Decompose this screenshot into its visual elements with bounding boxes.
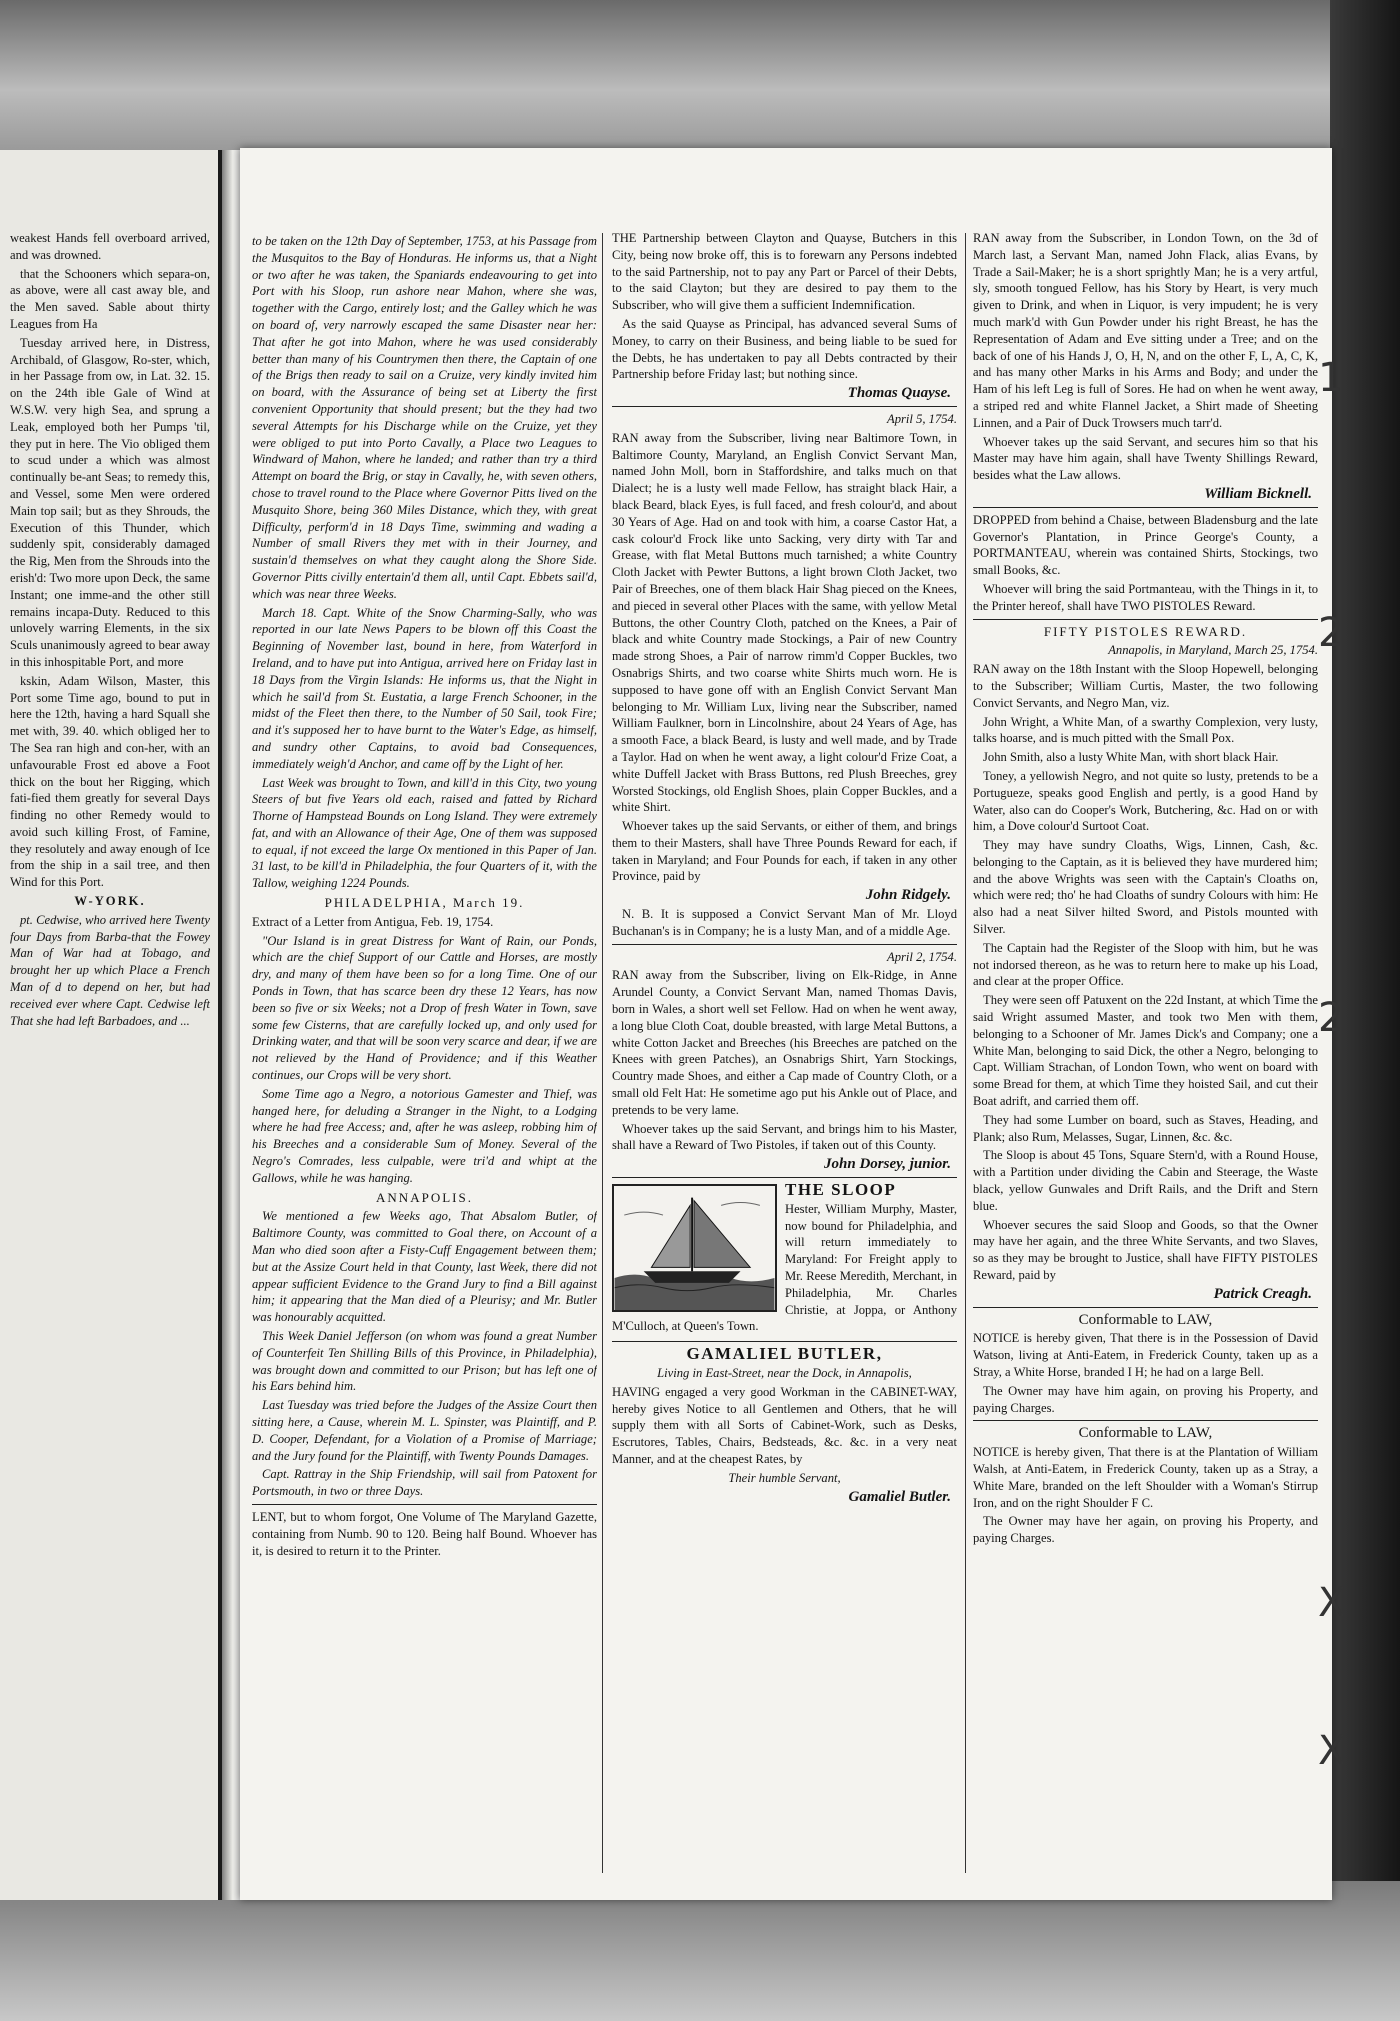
divider xyxy=(973,1307,1318,1308)
annapolis-heading: ANNAPOLIS. xyxy=(376,1189,473,1205)
cloaths-paragraph: They may have sundry Cloaths, Wigs, Linnen, Cash, &c. belonging to the Captain, as it is believed they have murdered him; and the above Wrights was seen with the Captain's Cloaths on, which were red; tho' he had Cloaths of sundry Colours with him: He also had a neat Silver hilted Sword, and Pistols mounted with Silver. xyxy=(973,838,1318,937)
divider xyxy=(973,619,1318,620)
ship-illustration xyxy=(614,1186,775,1310)
ridgely-date: April 5, 1754. xyxy=(887,411,957,426)
register-paragraph: The Captain had the Register of the Sloop with him, but he was not indorsed thereon, as he was to return here to make up his Load, and clear at the proper Office. xyxy=(973,940,1318,989)
column-1 xyxy=(252,233,597,1873)
annapolis-news-4: Capt. Rattray in the Ship Friendship, will sail from Patoxent for Portsmouth, in two or three Days. xyxy=(252,1467,597,1499)
conformable-heading-1: Conformable to LAW, xyxy=(1078,1311,1213,1328)
description-john-wright: John Wright, a White Man, of a swarthy Complexion, very lusty, talks hoarse, and is much pitted with the Small Pox. xyxy=(973,714,1318,746)
column-2 xyxy=(612,230,957,1890)
conformable-heading-2: Conformable to LAW, xyxy=(1078,1425,1213,1442)
butler-signature: Gamaliel Butler. xyxy=(848,1488,951,1505)
pencil-mark-3: 2 xyxy=(1318,995,1344,1041)
pencil-mark-2: 2 xyxy=(1318,610,1344,656)
creagh-signature: Patrick Creagh. xyxy=(1213,1285,1312,1302)
news-paragraph-3: Last Week was brought to Town, and kill'd in this City, two young Steers of but five Years old each, raised and fatted by Richard Thorne of Hampstead Bounds on Long Island. They were extremely fat, and with an Allowance of their Age, One of them was supposed to equal, if not exceed the large Ox mentioned in this Paper of Jan. 31 last, to be kill'd in Philadelphia, the four Quarters of it, with the Tallow, weighing 1224 Pounds. xyxy=(252,775,597,891)
stray-mare-notice: NOTICE is hereby given, That there is at the Plantation of William Walsh, at Anti-Eatem, in Frederick County, taken up as a Stray, a White Mare, branded on the left Shoulder with a Woman's Stirrup Iron, and on the right Shoulder F C. xyxy=(973,1445,1318,1510)
left-line-3: Tuesday arrived here, in Distress, Archibald, of Glasgow, Ro-ster, which, in her Passage from ow, in Lat. 32. 15. on the 24th ible Gale of Wind at W.S.W. very high Sea, and sprung a Leak, employed both her Pumps 'til, they put in here. The Vio obliged them to scud under a which was almost continually be-ant Seas; to remedy this, and Vessel, some Men were ordered Main top sail; but as they Shrouds, the Execution of this Thunder, which suddenly spit, considerably damaged the Rig, Men from the Shrouds into the erish'd: Two more upon Deck, the same Instant; one imme-and the other still remains incapa-Duty. Reduced to this unlovely warring Elements, in the six Sculs unanimously agreed to bear away in this inhospitable Port, and more xyxy=(10,335,210,669)
column-divider-2 xyxy=(965,233,966,1873)
cargo-paragraph: They had some Lumber on board, such as Staves, Heading, and Plank; also Rum, Melasses, Sugar, Linnen, &c. &c. xyxy=(973,1112,1318,1144)
ridgely-runaway-ad: RAN away from the Subscriber, living near Baltimore Town, in Baltimore County, Maryland, an English Convict Servant Man, named John Moll, born in Staffordshire, and talks much on that Dialect; he is a lusty well made Fellow, has straight black Hair, a black Beard, black Eyes, is full faced, and fresh colour'd, and about 30 Years of Age. Had on and took with him, a coarse Castor Hat, a cask colour'd Frock like unto Sacking, very dirty with Tar and Grease, with flat Metal Buttons much tarnished; a white Country Cloth Jacket with Pewter Buttons, a light brown Cloth Jacket, two Pair of Breeches, one of them black Hair Shag pieced on the Knees, and pieced in several other Places with the same, with yellow Metal Buttons, the other Country Cloth, patched on the Knees, a Pair of black and white Country made Stockings, a Pair of new Country made strong Shoes, a Pair of narrow rimm'd Copper Buckles, two Osnabrigs Shirts, and two coarse white Shirts much worn. He is supposed to have gone off with an English Convict Servant Man belonging to Mr. William Lux, living near the Subscriber, named William Faulkner, born in Lincolnshire, about 24 Years of Age, has a smooth Face, a black Beard, is lusty and well made, and by Trade a Taylor. Had on when he went away, a light colour'd Frize Coat, a white Duffell Jacket with Brass Buttons, red Plush Breeches, grey Worsted Stockings, old English Shoes, plain Copper Buckles, and a white Shirt. xyxy=(612,430,957,815)
patuxent-paragraph: They were seen off Patuxent on the 22d Instant, at which Time the said Wright assumed Master, and took two Men with them, belonging to a Schooner of Mr. James Dick's and Company; one a White Man, belonging to said Dick, the other a Negro, belonging to Capt. William Strachan, of London Town, who went on board with some Bread for them, at which Time they hoisted Sail, and cut their Boat adrift, and carried them off. xyxy=(973,993,1318,1109)
column-divider-1 xyxy=(602,233,603,1873)
divider xyxy=(612,406,957,407)
column-3 xyxy=(973,230,1318,1890)
fifty-pistoles-reward: Whoever secures the said Sloop and Goods, so that the Owner may have her again, and the three White Servants, and two Slaves, so as they may be brought to Justice, shall have FIFTY PISTOLES Reward, paid by xyxy=(973,1217,1318,1283)
philadelphia-intro: Extract of a Letter from Antigua, Feb. 19, 1754. xyxy=(252,914,494,929)
left-heading-new-york: W-YORK. xyxy=(74,894,146,909)
left-line-4: kskin, Adam Wilson, Master, this Port some Time ago, bound to put in here the 12th, having a hard Squall she met with, 39. 40. which obliged her to The Sea ran high and con-her, with an unfavourable Frost ed above a Foot thick on the bout her Rigging, which fati-fied them greatly for several Days finding no other Remedy would to avoid such killing Frost, of Famine, they resolutely and away enough of Ice from the ship in a sail tree, and then Wind for this Port. xyxy=(10,673,210,890)
page-gutter xyxy=(222,150,240,1900)
stray-horse-owner: The Owner may have him again, on proving his Property, and paying Charges. xyxy=(973,1383,1318,1415)
fifty-pistoles-heading: FIFTY PISTOLES REWARD. xyxy=(1043,623,1248,639)
butler-humble-servant: Their humble Servant, xyxy=(728,1470,841,1485)
partnership-notice-2: As the said Quayse as Principal, has advanced several Sums of Money, to carry on their Business, and being liable to be sued for the Debts, he has undertaken to pay all Debts contracted by their Partnership before Friday last; but nothing since. xyxy=(612,316,957,382)
newspaper-page xyxy=(240,148,1332,1900)
left-line-2: that the Schooners which separa-on, as above, were all cast away ble, and the Men saved. Sable about thirty Leagues from Ha xyxy=(10,266,210,331)
sailing-ship-woodcut xyxy=(612,1184,777,1312)
partnership-notice: THE Partnership between Clayton and Quayse, Butchers in this City, being now broke off, this is to forewarn any Persons indebted to the said Partnership, not to pay any Part or Parcel of their Debts, to the said Clayton; but they are desired to pay them to the Subscriber, who will give them a sufficient Indemnification. xyxy=(612,231,957,313)
bicknell-runaway-ad: RAN away from the Subscriber, in London Town, on the 3d of March last, a Servant Man, named John Flack, alias Evans, by Trade a Sail-Maker; he is a short sprightly Man; he is a very artful, sly, smooth tongued Fellow, has his Story by Heart, is very much given to Drink, and when in Liquor, is very impudent; he is very much mark'd with Gun Powder under his right Breast, he has the Representation of Adam and Eve sitting under a Tree; and on the back of one of his Hands J, O, H, N, and on the other F, L, A, C, K, and has many other Marks in his Arms and Body; and under the Ham of his left Leg is full of Sores. He had on when he went away, a striped red and white Flannel Jacket, a Shirt made of Sheeting Linnen, and a Pair of Duck Trowsers much tarr'd. xyxy=(973,231,1318,430)
lent-notice: LENT, but to whom forgot, One Volume of The Maryland Gazette, containing from Numb. 90 to 120. Being half Bound. Whoever has it, is desired to return it to the Printer. xyxy=(252,1509,597,1558)
divider xyxy=(612,1341,957,1342)
bicknell-reward: Whoever takes up the said Servant, and secures him so that his Master may have him again, shall have Twenty Shillings Reward, besides what the Law allows. xyxy=(973,434,1318,483)
philadelphia-letter: "Our Island is in great Distress for Want of Rain, our Ponds, which are the chief Support of our Cattle and Horses, are mostly dry, and many of them have been so for a long Time. One of our Ponds in Town, that has scarce been dry these 12 Years, has now been so five or six Weeks; not a Drop of fresh Water in Town, save some few Cisterns, that are carefully locked up, and only used for Drinking water, and that will be soon very scarce and dear, if we are not relieved by the Hand of Providence; and if this Weather continues, our Crops will be very short. xyxy=(252,933,597,1083)
stray-horse-notice: NOTICE is hereby given, That there is in the Possession of David Watson, living at Anti-Eatem, in Frederick County, taken up as a Stray, a White Horse, branded I H; he had on a large Bell. xyxy=(973,1331,1318,1379)
philadelphia-heading: PHILADELPHIA, March 19. xyxy=(324,895,525,911)
scan-background-top xyxy=(0,0,1400,150)
pencil-mark-x-2: X xyxy=(1318,1728,1346,1774)
butler-name: GAMALIEL BUTLER, xyxy=(686,1344,883,1364)
left-line-1: weakest Hands fell overboard arrived, and was drowned. xyxy=(10,231,210,262)
pencil-mark-x-1: X xyxy=(1318,1580,1346,1626)
left-facing-page xyxy=(0,150,222,1900)
description-toney: Toney, a yellowish Negro, and not quite so lusty, pretends to be a Portugueze, speaks good English and pertly, is a good Hand by Water, also can do Cooper's Work, Butchering, &c. Had on or with him, a Dove colour'd Surtoot Coat. xyxy=(973,768,1318,834)
butler-address: Living in East-Street, near the Dock, in Annapolis, xyxy=(657,1366,912,1380)
divider xyxy=(612,944,957,945)
sloop-title: THE SLOOP xyxy=(785,1180,897,1200)
news-paragraph-1: to be taken on the 12th Day of September, 1753, at his Passage from the Musquitos to the Bay of Honduras. He informs us, that a Night or two after he was taken, the Spaniards endeavouring to get into Port with his Sloop, run ashore near Mahon, where she was, together with the Cargo, entirely lost; and the Galley which he was on board of, very narrowly escaped the same Disaster near her: That after he got into Mahon, where he was used considerably better than many of his Countrymen then there, the Captain of one of the Brigs then ready to sail on a Cruize, very kindly invited him on board, with the Assurance of being set at Liberty the first convenient Opportunity that should present; but the they had two several Attempts for his Discharge while on the Cruize, yet they were obliged to put into Porto Cavally, a Place two Leagues to Windward of Mahon, where he landed; and rather than try a third Attempt on board the Brig, or stay in Cavally, he, with seven others, chose to travel round to the Place where Governor Pitts lived on the Musquito Shore, being 360 Miles Distance, which they, with great Difficulty, perform'd in 18 Days Time, swimming and wading a Number of small Rivers they met with in their Journey, and sustain'd themselves on what they caught along the Shore Side. Governor Pitts civilly entertain'd them all, until Capt. Ebbets sail'd, which was near three Weeks. xyxy=(252,234,597,601)
hopewell-runaway-ad: RAN away on the 18th Instant with the Sloop Hopewell, belonging to the Subscriber; William Curtis, Master, the two following Convict Servants, and Negro Man, viz. xyxy=(973,662,1318,710)
ridgely-nota-bene: N. B. It is supposed a Convict Servant Man of Mr. Lloyd Buchanan's is in Company; he is a lusty Man, and of a middle Age. xyxy=(612,907,957,938)
dorsey-signature: John Dorsey, junior. xyxy=(824,1156,951,1173)
divider xyxy=(252,1504,597,1505)
stray-mare-owner: The Owner may have her again, on proving his Property, and paying Charges. xyxy=(973,1514,1318,1546)
left-line-6: pt. Cedwise, who arrived here Twenty four Days from Barba-that the Fowey Man of War had at Tobago, and brought her up which Place a French Man of d to depend on her, but had received ever where Capt. Cedwise left That she had left Barbadoes, and ... xyxy=(10,912,210,1028)
sloop-description: The Sloop is about 45 Tons, Square Stern'd, with a Round House, with a Partition under dividing the Cabin and Steerage, the Waste black, yellow Gunwales and Drift Rails, and the Drift and Stern blue. xyxy=(973,1148,1318,1213)
sloop-notice: Hester, William Murphy, Master, now bound for Philadelphia, and will return immediately to Maryland: For Freight apply to Mr. Reese Meredith, Merchant, in Philadelphia, Mr. Charles Christie, at Joppa, or Anthony M'Culloch, at Queen's Town. xyxy=(612,1201,957,1334)
left-page-column xyxy=(10,230,210,1031)
dorsey-date: April 2, 1754. xyxy=(887,949,957,964)
dorsey-reward: Whoever takes up the said Servant, and brings him to his Master, shall have a Reward of Two Pistoles, if taken out of this County. xyxy=(612,1121,957,1153)
butler-cabinet-notice: HAVING engaged a very good Workman in the CABINET-WAY, hereby gives Notice to all Gentlemen and Others, that he will supply them with all Sorts of Cabinet-Work, such as Desks, Escrutores, Tables, Chairs, Bedsteads, &c. &c. in a very neat Manner, and at the cheapest Rates, by xyxy=(612,1384,957,1466)
annapolis-news-3: Last Tuesday was tried before the Judges of the Assize Court then sitting here, a Cause, wherein M. L. Spinster, was Plaintiff, and P. D. Cooper, Defendant, for a Violation of a Promise of Marriage; and the Jury found for the Plaintiff, with Twenty Pounds Damages. xyxy=(252,1398,597,1463)
scan-background-bottom xyxy=(0,1881,1400,2021)
divider xyxy=(973,507,1318,508)
partnership-signature: Thomas Quayse. xyxy=(847,385,951,402)
annapolis-news-2: This Week Daniel Jefferson (on whom was found a great Number of Counterfeit Ten Shilling Bills of this Province, in Philadelphia), was brought down and committed to our Prison; but has left one of his Ears behind him. xyxy=(252,1329,597,1394)
description-john-smith: John Smith, also a lusty White Man, with short black Hair. xyxy=(983,750,1279,765)
dropped-portmanteau-notice: DROPPED from behind a Chaise, between Bladensburg and the late Governor's Plantation, in Prince George's County, a PORTMANTEAU, wherein was contained Shirts, Stockings, two small Books, &c. xyxy=(973,512,1318,578)
pencil-mark-1: 1 xyxy=(1318,355,1344,401)
ridgely-signature: John Ridgely. xyxy=(865,887,951,904)
annapolis-news-1: We mentioned a few Weeks ago, That Absalom Butler, of Baltimore County, was committed to Goal there, on Account of a Man who died soon after a Fisty-Cuff Engagement between them; but at the Assize Court held in that County, last Week, there did not appear sufficient Evidence to the Grand Jury to find a Bill against him; it appearing that the Man died of a Pleurisy; and Mr. Butler was honourably acquitted. xyxy=(252,1209,597,1325)
news-paragraph-2: March 18. Capt. White of the Snow Charming-Sally, who was reported in our late News Papers to be blown off this Coast the Beginning of November last, bound in here, from Waterford in Ireland, and to have put into Antigua, arrived here on Friday last in 18 Days from the Virgin Islands: He informs us, that the Night in which he sail'd from St. Eustatia, a large French Schooner, in the midst of the Fleet then there, to the Number of 50 Sail, took Fire; and it's supposed her to have burnt to the Water's Edge, as himself, and sundry other Captains, to avoid bad Consequences, immediately weigh'd Anchor, and came off by the Light of her. xyxy=(252,605,597,771)
fifty-pistoles-date: Annapolis, in Maryland, March 25, 1754. xyxy=(1108,643,1318,658)
ridgely-reward: Whoever takes up the said Servants, or either of them, and brings them to their Masters, shall have Three Pounds Reward for each, if taken in Maryland; and Four Pounds for each, if taken in any other Province, paid by xyxy=(612,819,957,884)
divider xyxy=(973,1420,1318,1421)
dropped-reward: Whoever will bring the said Portmanteau, with the Things in it, to the Printer hereof, shall have TWO PISTOLES Reward. xyxy=(973,581,1318,613)
philadelphia-letter-2: Some Time ago a Negro, a notorious Gamester and Thief, was hanged here, for deluding a Stranger in the Night, to a Lodging where he had free Access; and, after he was asleep, robbing him of his Breeches and a considerable Sum of Money. Several of the Negro's Comrades, less culpable, were tri'd and whipt at the Gallows, while he was hanging. xyxy=(252,1086,597,1185)
bicknell-signature: William Bicknell. xyxy=(1204,485,1312,502)
divider xyxy=(612,1177,957,1178)
dorsey-runaway-ad: RAN away from the Subscriber, living on Elk-Ridge, in Anne Arundel County, a Convict Servant Man, named Thomas Davis, born in Wales, a short well set Fellow. Had on when he went away, a long blue Cloth Coat, double breasted, with large Metal Buttons, a white Cotton Jacket and Breeches (his Breeches are patched on the Knees with green Patches), an Osnabrigs Shirt, Yarn Stockings, Country made Shoes, and either a Cap made of Country Cloth, or a small old Felt Hat: He sometime ago put his Ankle out of Place, and pretends to be very lame. xyxy=(612,968,957,1117)
